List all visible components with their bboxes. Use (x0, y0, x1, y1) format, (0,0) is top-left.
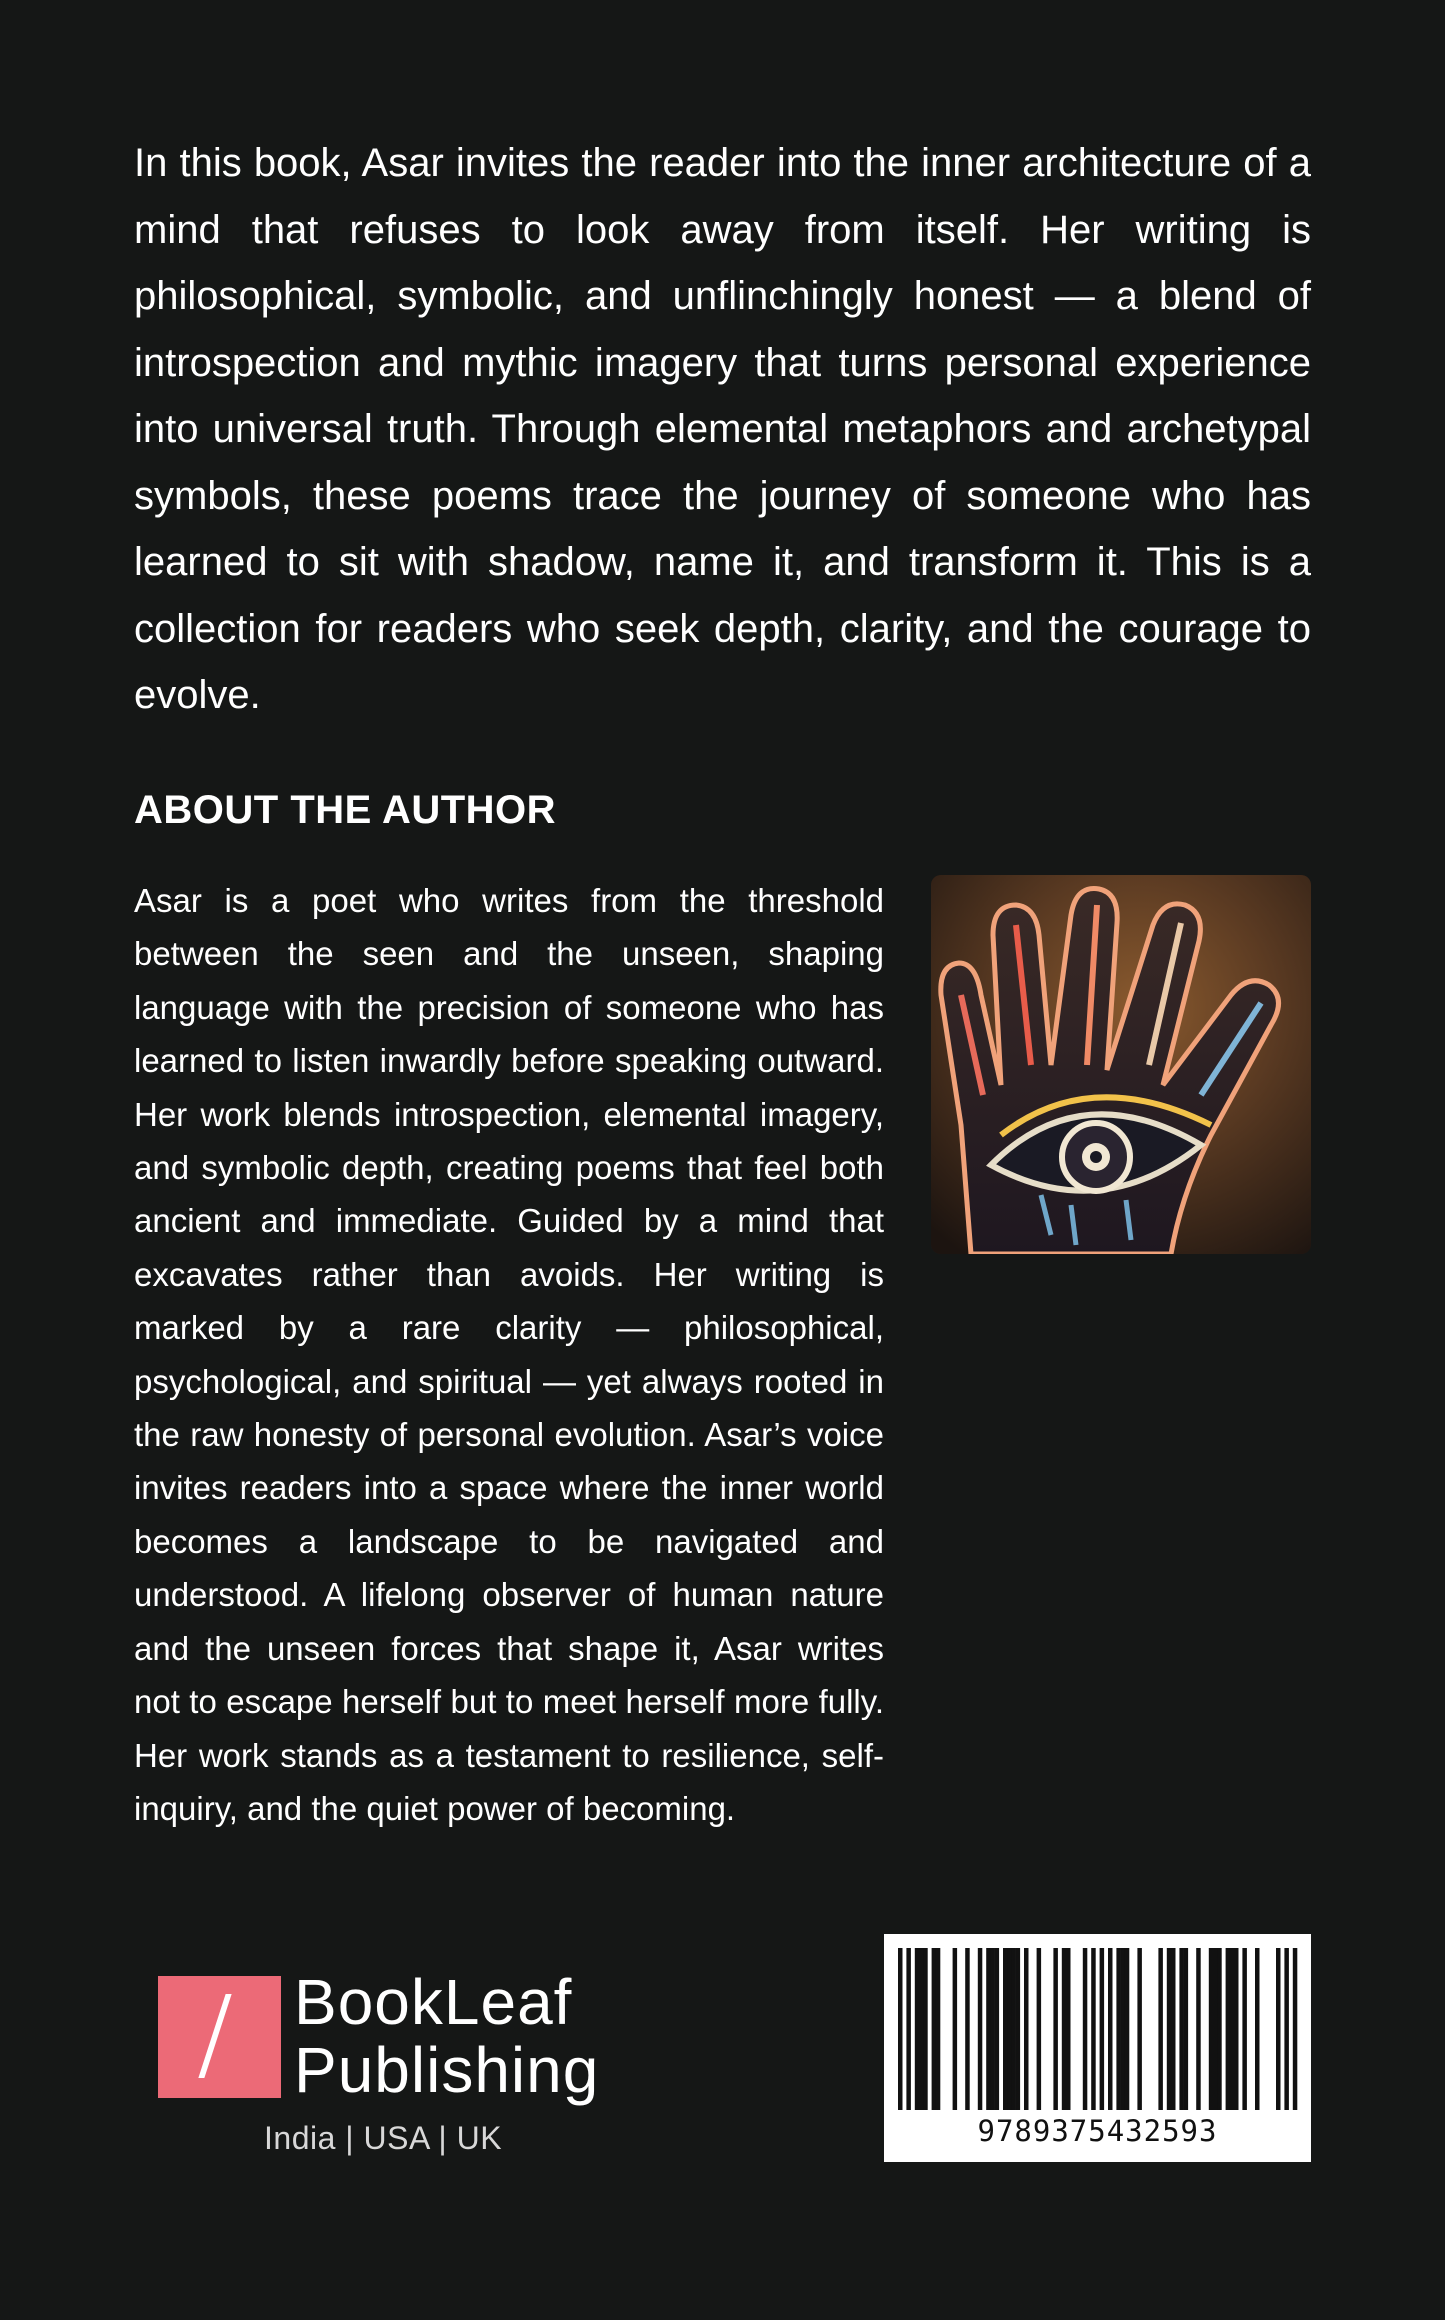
publisher-name-line2: Publishing (294, 2034, 600, 2106)
barcode-bar (936, 1948, 941, 2110)
barcode-bar (923, 1948, 928, 2110)
barcode-bar (1284, 1948, 1289, 2110)
barcode-bar (990, 1948, 995, 2110)
barcode-bar (953, 1948, 958, 2110)
barcode-bar (1230, 1948, 1235, 2110)
barcode-bar (906, 1948, 911, 2110)
barcode-bar (1100, 1948, 1105, 2110)
barcode-bar (1066, 1948, 1071, 2110)
barcode-bar (1209, 1948, 1214, 2110)
barcode-bar (1091, 1948, 1096, 2110)
barcode-bar (986, 1948, 991, 2110)
barcode-bar (1226, 1948, 1231, 2110)
barcode-bar (1003, 1948, 1008, 2110)
isbn-number: 9789375432593 (977, 2114, 1218, 2148)
barcode-bar (1007, 1948, 1012, 2110)
barcode-bar (1037, 1948, 1042, 2110)
barcode-bar (1179, 1948, 1184, 2110)
barcode-bar (1083, 1948, 1088, 2110)
barcode-bar (1234, 1948, 1239, 2110)
barcode-bar (1213, 1948, 1218, 2110)
barcode-bar (1184, 1948, 1189, 2110)
author-bio: Asar is a poet who writes from the threshold between the seen and the unseen, shaping language with the precision of someone who has learned to listen inwardly before speaking outward. Her work blends introspection, elemental imagery, and symbolic depth, creating poems that feel both ancient and immediate. Guided by a mind that excavates rather than avoids. Her writing is marked by a rare clarity — philosophical, psychological, and spiritual — yet always rooted in the raw honesty of personal evolution. Asar’s voice invites readers into a space where the inner world becomes a landscape to be navigated and understood. A lifelong observer of human nature and the unseen forces that shape it, Asar writes not to escape herself but to meet herself more fully. Her work stands as a testament to resilience, self-inquiry, and the quiet power of becoming. (134, 882, 884, 1827)
about-author-heading: ABOUT THE AUTHOR (134, 788, 557, 832)
hand-eye-artwork-icon (931, 875, 1311, 1254)
barcode-bar (1255, 1948, 1260, 2110)
barcode-bar (1137, 1948, 1142, 2110)
barcode-bar (995, 1948, 1000, 2110)
barcode-bar (1196, 1948, 1201, 2110)
barcode-bar (1171, 1948, 1176, 2110)
barcode-bar (1158, 1948, 1163, 2110)
slash-logo-icon (158, 1976, 281, 2098)
barcode-bar (915, 1948, 920, 2110)
barcode-bar (1125, 1948, 1130, 2110)
barcode-bar (1053, 1948, 1058, 2110)
publisher-name-line1: BookLeaf (294, 1966, 573, 2038)
isbn-barcode (884, 1934, 1311, 2162)
barcode-bar (932, 1948, 937, 2110)
barcode-bar (1167, 1948, 1172, 2110)
barcode-bar (1024, 1948, 1029, 2110)
author-photo (931, 875, 1311, 1254)
barcode-bar (1276, 1948, 1281, 2110)
barcode-bar (1293, 1948, 1298, 2110)
barcode-bar (1016, 1948, 1021, 2110)
book-blurb: In this book, Asar invites the reader into the inner architecture of a mind that refuses to look away from itself. Her writing is philosophical, symbolic, and unflinchingly honest — a blend of introspection and mythic imagery that turns personal experience into universal truth. Through elemental metaphors and archetypal symbols, these poems trace the journey of someone who has learned to sit with shadow, name it, and transform it. This is a collection for readers who seek depth, clarity, and the courage to evolve. (134, 141, 1311, 717)
barcode-bar (1116, 1948, 1121, 2110)
barcode-bar (1011, 1948, 1016, 2110)
barcode-bar (898, 1948, 903, 2110)
barcode-bar (919, 1948, 924, 2110)
barcode-bar (978, 1948, 983, 2110)
barcode-bar (1121, 1948, 1126, 2110)
barcode-bar (1217, 1948, 1222, 2110)
barcode-bar (1108, 1948, 1113, 2110)
publisher-logo (158, 1968, 618, 2168)
publisher-regions: India | USA | UK (264, 2120, 503, 2156)
barcode-bar (1062, 1948, 1067, 2110)
barcode-bar (1242, 1948, 1247, 2110)
barcode-bar (965, 1948, 970, 2110)
